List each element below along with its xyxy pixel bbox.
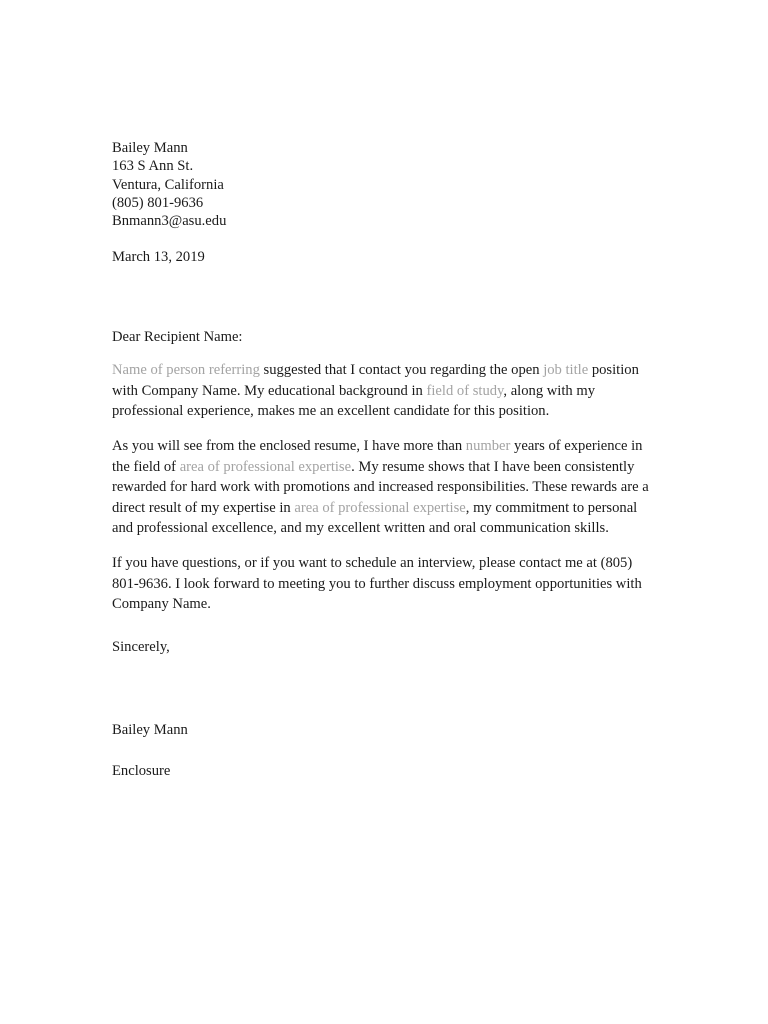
sender-email: Bnmann3@asu.edu xyxy=(112,213,227,230)
salutation: Dear Recipient Name: xyxy=(112,328,243,345)
paragraph-2-text-a: As you will see from the enclosed resume, I have more than xyxy=(112,438,466,455)
placeholder-field-of-study: field of study xyxy=(426,382,504,399)
sender-name: Bailey Mann xyxy=(112,140,188,156)
sender-phone: (805) 801-9636 xyxy=(112,194,204,211)
sender-city-state: Ventura, California xyxy=(112,176,224,193)
placeholder-expertise-area-2: area of professional expertise xyxy=(294,499,466,516)
placeholder-referrer-name: Name of person referring xyxy=(112,362,260,379)
letter-date: March 13, 2019 xyxy=(112,249,205,266)
sender-street: 163 S Ann St. xyxy=(112,158,194,175)
closing-salutation: Sincerely, xyxy=(112,638,170,655)
enclosure-note: Enclosure xyxy=(112,762,171,779)
paragraph-2-text-b: years of experience in the field of xyxy=(112,438,643,475)
paragraph-1-text-a: suggested that I contact you regarding the open xyxy=(259,362,544,379)
placeholder-number: number xyxy=(465,438,511,455)
paragraph-2 xyxy=(112,436,652,539)
sender-address-block xyxy=(112,139,652,230)
placeholder-expertise-area-1: area of professional expertise xyxy=(179,458,352,475)
placeholder-job-title: job title xyxy=(543,362,589,379)
paragraph-1 xyxy=(112,360,652,422)
paragraph-1-text-c: , along with my professional experience, makes me an excellent candidate for this position. xyxy=(112,382,596,420)
signature-name: Bailey Mann xyxy=(112,722,188,739)
paragraph-3: If you have questions, or if you want to schedule an interview, please contact me at (805) 801-9636. I look forward to meeting you to further discuss employment opportunities with Company Name. xyxy=(112,555,642,613)
paragraph-2-text-c: . My resume shows that I have been consistently rewarded for hard work with promotions and increased responsibilities. These rewards are a direct result of my expertise in xyxy=(112,458,649,516)
paragraph-1-text-b: position with Company Name. My educational background in xyxy=(112,362,639,399)
paragraph-2-text-d: , my commitment to personal and professional excellence, and my excellent written and oral communication skills. xyxy=(112,499,638,537)
letter-body xyxy=(112,139,652,781)
